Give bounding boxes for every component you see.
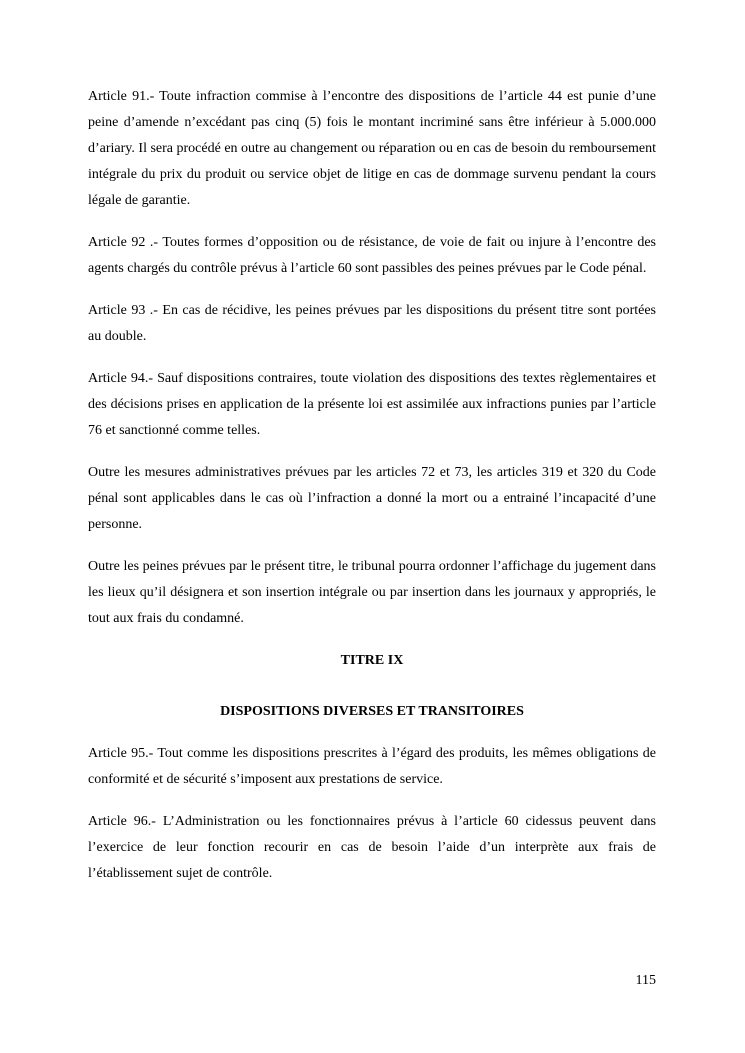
article-94-paragraph: Article 94.- Sauf dispositions contraires, toute violation des dispositions des textes règlementaires et des décisions prises en application de la présente loi est assimilée aux infractions punies par l’article 76 et sanctionné comme telles.: [88, 371, 656, 438]
title-heading: TITRE IX: [340, 653, 404, 668]
article-96-paragraph: Article 96.- L’Administration ou les fonctionnaires prévus à l’article 60 cidessus peuvent dans l’exercice de leur fonction recourir en cas de besoin l’aide d’un interprète aux frais de l’établissement sujet de contrôle.: [88, 814, 656, 881]
judgment-publication-paragraph: Outre les peines prévues par le présent titre, le tribunal pourra ordonner l’affichage du jugement dans les lieux qu’il désignera et son insertion intégrale ou par insertion dans les journaux y appropriés, le tout aux frais du condamné.: [88, 559, 656, 626]
page-number: 115: [635, 973, 656, 988]
article-95-paragraph: Article 95.- Tout comme les dispositions prescrites à l’égard des produits, les mêmes obligations de conformité et de sécurité s’imposent aux prestations de service.: [88, 746, 656, 787]
administrative-measures-paragraph: Outre les mesures administratives prévues par les articles 72 et 73, les articles 319 et 320 du Code pénal sont applicables dans le cas où l’infraction a donné la mort ou a entrainé l’incapacité d’une personne.: [88, 465, 656, 532]
article-91-paragraph: Article 91.- Toute infraction commise à l’encontre des dispositions de l’article 44 est punie d’une peine d’amende n’excédant pas cinq (5) fois le montant incriminé sans être inférieur à 5.000.000 d’ariary. Il sera procédé en outre au changement ou réparation ou en cas de besoin du remboursement intégrale du prix du produit ou service objet de litige en cas de dommage survenu pendant la cours légale de garantie.: [88, 89, 656, 208]
section-heading: DISPOSITIONS DIVERSES ET TRANSITOIRES: [220, 704, 524, 719]
article-93-paragraph: Article 93 .- En cas de récidive, les peines prévues par les dispositions du présent titre sont portées au double.: [88, 303, 656, 344]
article-92-paragraph: Article 92 .- Toutes formes d’opposition ou de résistance, de voie de fait ou injure à l’encontre des agents chargés du contrôle prévus à l’article 60 sont passibles des peines prévues par le Code pénal.: [88, 235, 656, 276]
document-page: [88, 84, 656, 903]
